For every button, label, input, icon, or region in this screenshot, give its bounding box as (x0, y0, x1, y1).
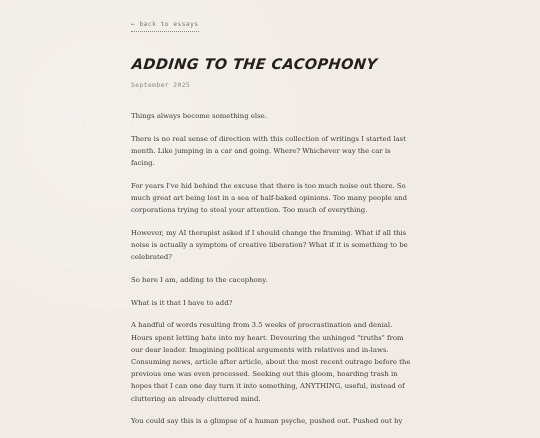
back-to-essays-link[interactable]: ← back to essays (131, 21, 199, 32)
essay-body (131, 110, 411, 438)
paragraph: Things always become something else. (131, 112, 267, 120)
paragraph: There is no real sense of direction with this collection of writings I started last month. Like jumping in a car and going. Where? Whichever way the car is facing. (131, 134, 406, 168)
paragraph: However, my AI therapist asked if I should change the framing. What if all this noise is actually a symptom of creative liberation? What if it is something to be celebrated? (131, 228, 408, 262)
paragraph: A handful of words resulting from 3.5 weeks of procrastination and denial. Hours spent letting hate into my heart. Devouring the unhinged "truths" from our dear leader. Imagining political arguments with relatives and in-laws. Consuming news, article after article, about the most recent outrage before the previous one was even processed. Seeking out this gloom, hoarding trash in hopes that I can one day turn it into something, ANYTHING, useful, instead of cluttering an already cluttered mind. (131, 321, 411, 403)
essay-date: September 2025 (131, 82, 191, 89)
paragraph: You could say this is a glimpse of a human psyche, pushed out. Pushed out by (131, 417, 403, 426)
paragraph: So here I am, adding to the cacophony. (131, 276, 268, 285)
paragraph: What is it that I have to add? (131, 298, 233, 307)
paragraph: For years I've hid behind the excuse that there is too much noise out there. So much great art being lost in a sea of half-baked opinions. Too many people and corporations trying to steal your attention. Too much of everything. (131, 181, 408, 215)
essay-title: ADDING TO THE CACOPHONY (131, 57, 379, 73)
